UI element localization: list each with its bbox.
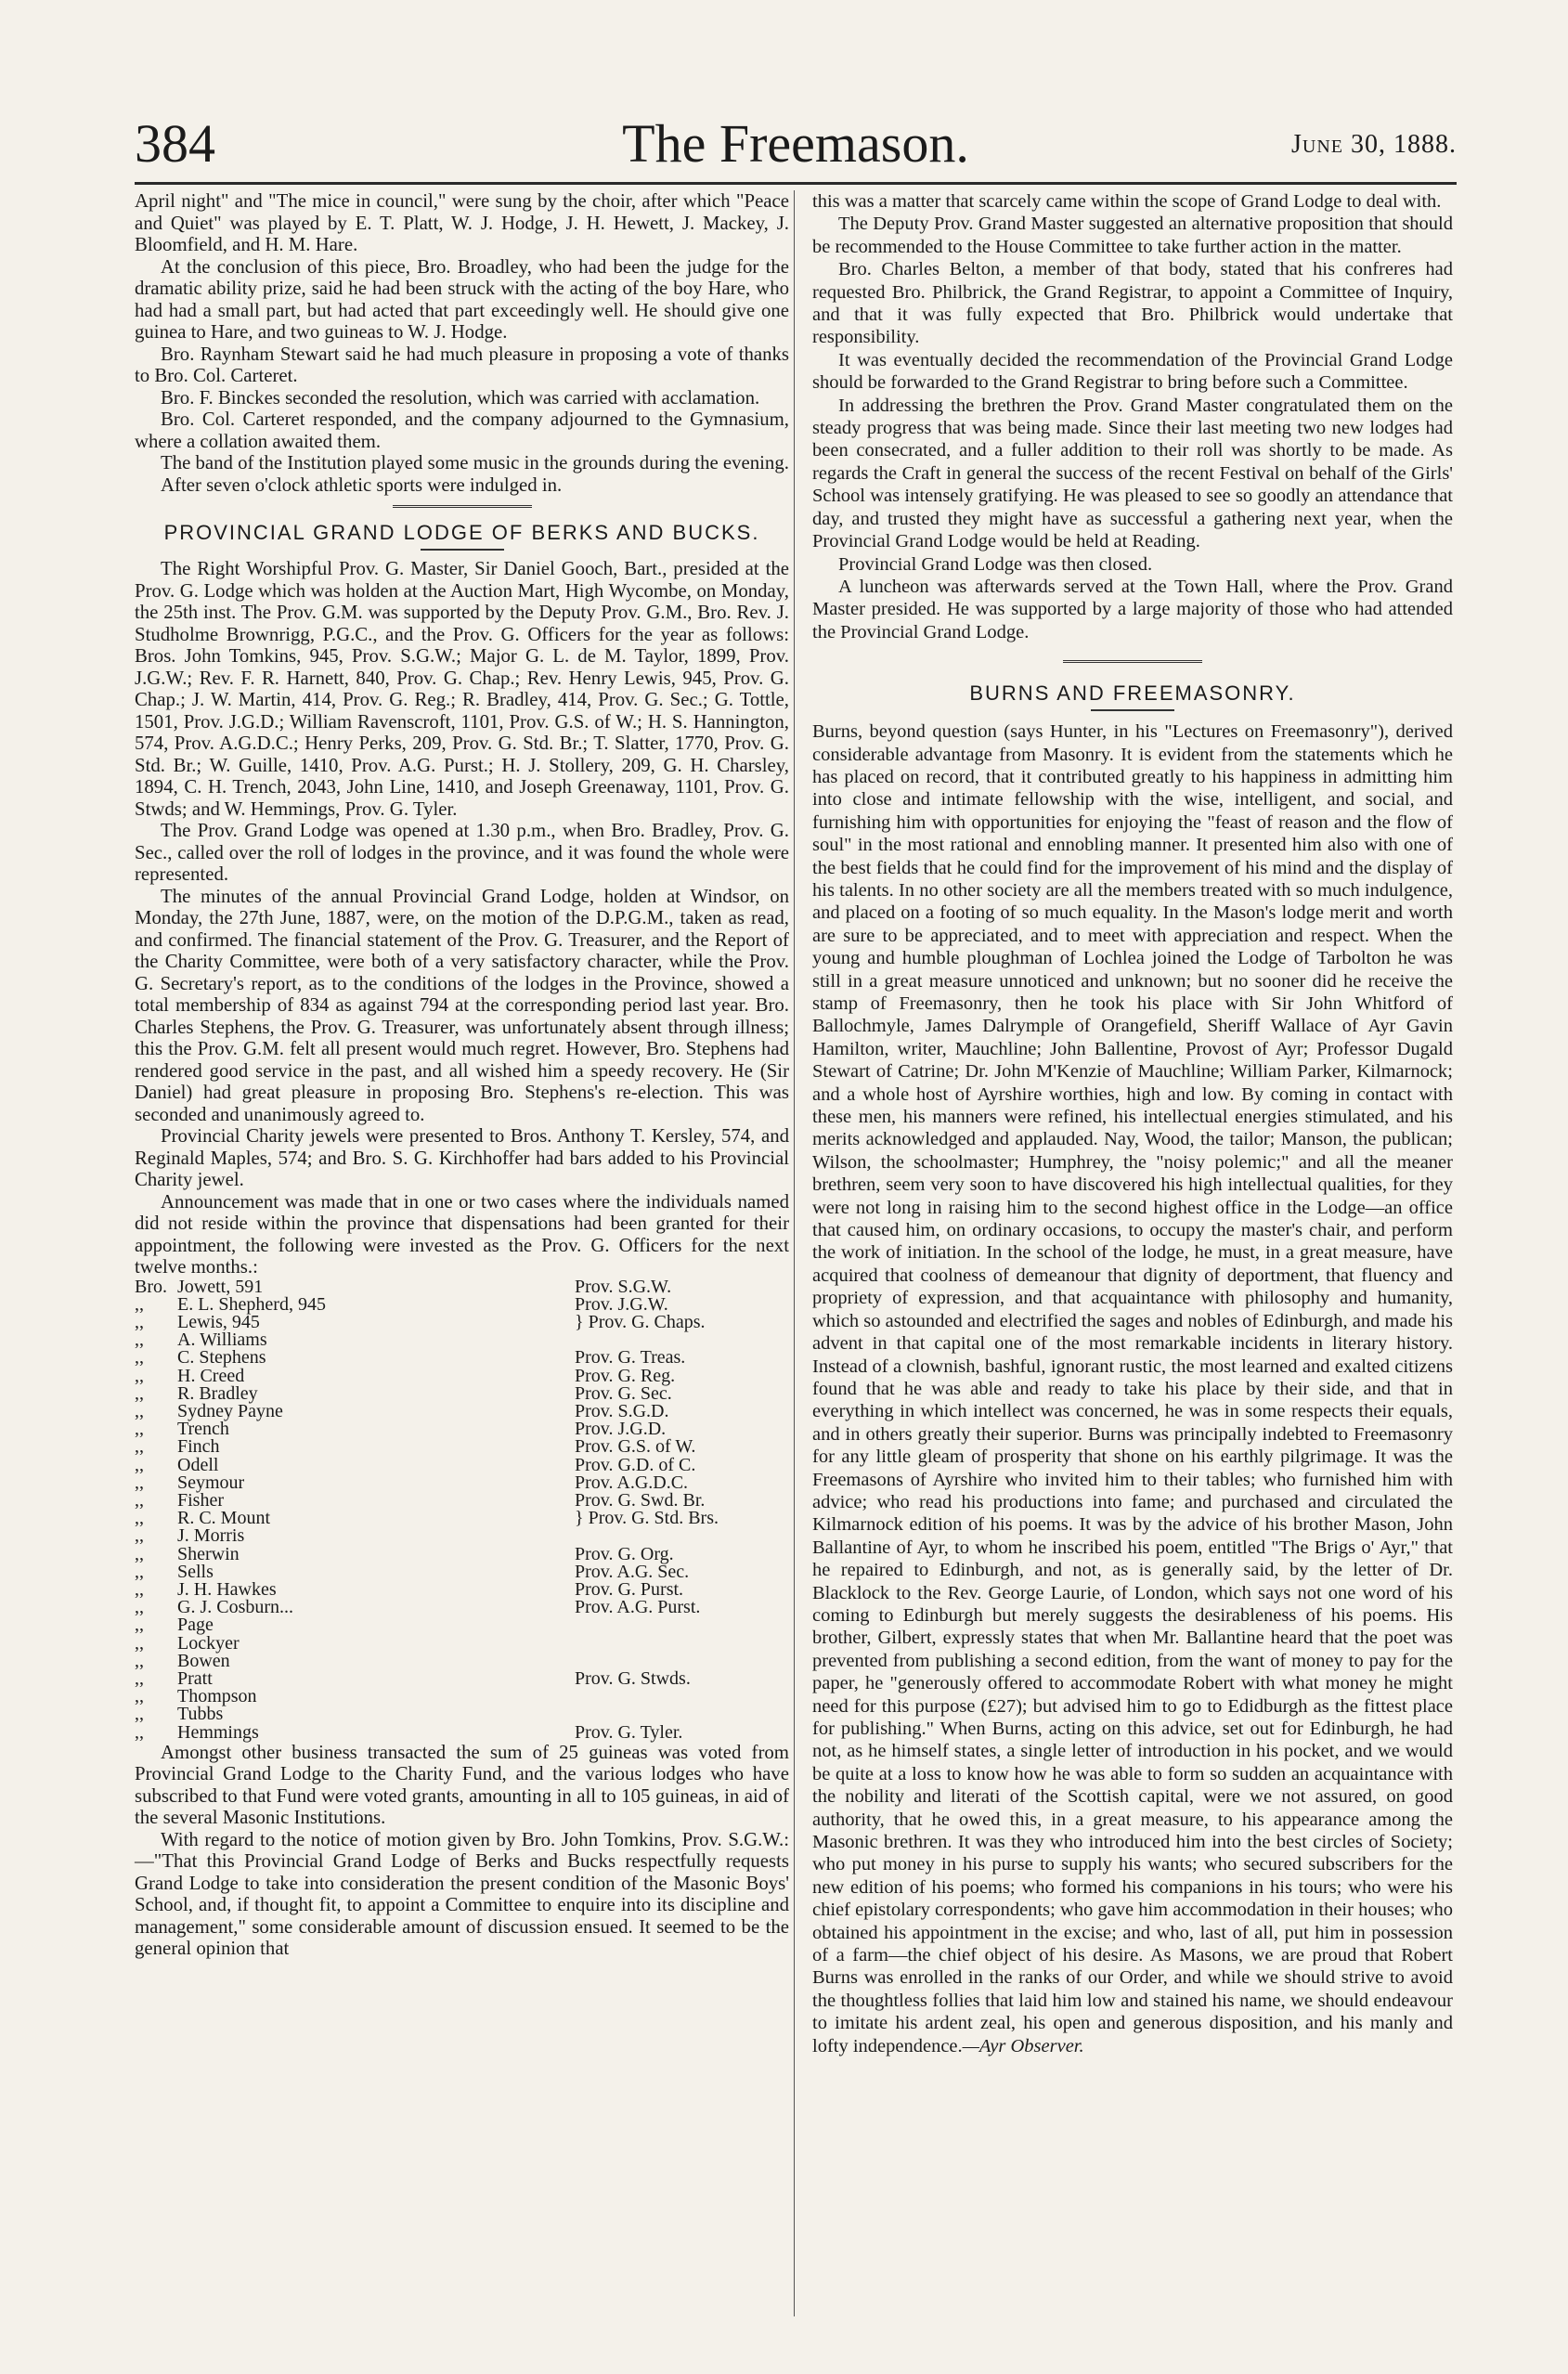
officer-prefix: ,, [135,1632,144,1654]
officer-row [135,1278,789,1296]
officer-office: Prov. G. Treas. [575,1347,686,1369]
officer-row [135,1527,789,1545]
officer-office: Prov. G. Purst. [575,1578,684,1600]
page-number: 384 [135,113,215,174]
paragraph: Bro. Col. Carteret responded, and the company adjourned to the Gymnasium, where a collation awaited them. [135,409,789,452]
officer-prefix: ,, [135,1330,144,1351]
paragraph: With regard to the notice of motion given by Bro. John Tomkins, Prov. S.G.W.:—"That this Provincial Grand Lodge of Berks and Bucks respectfully requests Grand Lodge to take into consideration the present condition of the Masonic Boys' School, and, if thought fit, to appoint a Committee to enquire into its discipline and management," some considerable amount of discussion ensued. It seemed to be the general opinion that [135,1828,789,1960]
officer-office: Prov. J.G.D. [575,1419,667,1440]
issue-date: June 30, 1888. [1291,130,1457,159]
officer-office: Prov. J.G.W. [575,1293,668,1315]
officer-prefix: ,, [135,1489,144,1511]
officer-name: Trench [177,1419,229,1440]
officer-name: E. L. Shepherd, 945 [177,1293,326,1315]
officer-row [135,1368,789,1385]
officer-name: Odell [177,1454,219,1475]
officer-prefix: ,, [135,1597,144,1618]
officer-name: J. Morris [177,1525,245,1547]
officer-office: Prov. A.G.D.C. [575,1472,689,1493]
officer-office: Prov. S.G.D. [575,1400,669,1421]
officer-name: Finch [177,1436,220,1458]
officer-office: Prov. A.G. Sec. [575,1561,690,1582]
officer-name: C. Stephens [177,1347,266,1369]
officer-prefix: ,, [135,1543,144,1564]
paragraph: Bro. Charles Belton, a member of that body, stated that his confreres had requested Bro. Philbrick, the Grand Registrar, to appoint a Committee of Inquiry, and that it was fully expected that Bro. Philbrick would undertake that responsibility. [812,259,1453,348]
officer-office: Prov. G. Swd. Br. [575,1489,706,1511]
officer-row [135,1706,789,1723]
paragraph: In addressing the brethren the Prov. Grand Master congratulated them on the steady progress that was being made. Since their last meeting two new lodges had been consecrated, and a fuller addition to their roll was shortly to be made. As regards the Craft in general the success of the recent Festival on behalf of the Girls' School was intensely gratifying. He was pleased to see so goodly an attendance that day, and trusted they might have as successful a gathering next year, when the Provincial Grand Lodge would be held at Reading. [812,395,1453,552]
officer-office: Prov. G. Reg. [575,1365,676,1386]
officer-row [135,1724,789,1742]
officer-row [135,1457,789,1474]
officer-name: Lockyer [177,1632,240,1654]
paragraph [812,721,1453,2056]
officer-office: Prov. G.D. of C. [575,1454,696,1475]
officer-prefix: ,, [135,1436,144,1458]
officer-prefix: ,, [135,1400,144,1421]
officer-name: Pratt [177,1667,213,1689]
paragraph: The band of the Institution played some music in the grounds during the evening. [161,452,789,474]
officer-prefix: ,, [135,1686,144,1707]
officer-name: Hemmings [177,1721,259,1743]
officer-name: Sydney Payne [177,1400,283,1421]
officer-row [135,1403,789,1421]
paragraph: At the conclusion of this piece, Bro. Broadley, who had been the judge for the dramatic ability prize, said he had been struck with the acting of the boy Hare, who had had a small part, but had acted that part exceedingly well. He should give one guinea to Hare, and two guineas to W. J. Hodge. [135,255,789,343]
column-divider [794,190,795,2316]
attribution: —Ayr Observer. [962,2035,1084,2056]
officer-row [135,1635,789,1653]
officer-prefix: ,, [135,1721,144,1743]
paragraph: Provincial Grand Lodge was then closed. [838,553,1153,575]
officer-row [135,1688,789,1706]
officer-prefix: ,, [135,1508,144,1529]
officer-name: Sherwin [177,1543,240,1564]
paragraph: Amongst other business transacted the sum of 25 guineas was voted from Provincial Grand Lodge to the Charity Fund, and the various lodges who have subscribed to that Fund were voted grants, amounting in all to 105 guineas, in aid of the several Masonic Institutions. [135,1741,789,1829]
officer-name: Seymour [177,1472,245,1493]
paragraph: Provincial Charity jewels were presented to Bros. Anthony T. Kersley, 574, and Reginald Maples, 574; and Bro. S. G. Kirchhoffer had bars added to his Provincial Charity jewel. [135,1125,789,1190]
section-separator [393,505,532,508]
paragraph: It was eventually decided the recommendation of the Provincial Grand Lodge should be forwarded to the Grand Registrar to bring before such a Committee. [812,349,1453,394]
officer-office: Prov. G. Stwds. [575,1667,691,1689]
officer-name: G. J. Cosburn... [177,1597,294,1618]
officer-name: Bowen [177,1650,230,1671]
masthead [135,111,1457,186]
officer-name: H. Creed [177,1365,245,1386]
officer-office [567,1635,789,1653]
left-column [135,190,789,1960]
paragraph: April night" and "The mice in council," were sung by the choir, after which "Peace and Quiet" was played by E. T. Platt, W. J. Hodge, J. H. Hewett, J. Mackey, J. Bloomfield, and H. M. Hare. [135,190,789,255]
paragraph: this was a matter that scarcely came within the scope of Grand Lodge to deal with. [812,191,1442,212]
officer-prefix: ,, [135,1419,144,1440]
section-title-burns-and-freemasonry: BURNS AND FREEMASONRY. [969,681,1296,706]
officer-name: J. H. Hawkes [177,1578,277,1600]
paragraph: Announcement was made that in one or two cases where the individuals named did not reside within the province that dispensations had been granted for their appointment, the following were invested as the Prov. G. Officers for the next twelve months.: [135,1190,789,1278]
paragraph: Bro. Raynham Stewart said he had much pleasure in proposing a vote of thanks to Bro. Col. Carteret. [135,343,789,386]
section-separator [1063,660,1202,663]
officer-prefix: ,, [135,1525,144,1547]
officer-name: R. C. Mount [177,1508,271,1529]
officer-prefix: ,, [135,1293,144,1315]
officer-office: } Prov. G. Chaps. [575,1311,706,1332]
officer-office: Prov. S.G.W. [575,1276,672,1297]
officer-name: Sells [177,1561,214,1582]
officer-name: Page [177,1615,214,1636]
officer-office: Prov. G. Sec. [575,1382,672,1404]
officer-name: Jowett, 591 [177,1276,264,1297]
officer-row [135,1349,789,1367]
paragraph: A luncheon was afterwards served at the Town Hall, where the Prov. Grand Master presided. He was supported by a large majority of those who had attended the Provincial Grand Lodge. [812,576,1453,642]
officer-prefix: ,, [135,1615,144,1636]
officer-prefix: ,, [135,1454,144,1475]
journal-title: The Freemason. [622,113,969,174]
officer-prefix: ,, [135,1382,144,1404]
officer-office [567,1688,789,1706]
officer-prefix: ,, [135,1472,144,1493]
section-title-provincial-grand-lodge: PROVINCIAL GRAND LODGE OF BERKS AND BUCKS. [163,521,760,544]
officer-name: Fisher [177,1489,224,1511]
burns-text: Burns, beyond question (says Hunter, in his "Lectures on Freemasonry"), derived considerable advantage from Masonry. It is evident from the statements which he has placed on record, that it contributed greatly to his happiness in admitting him into close and intimate fellowship with the wise, intelligent, and social, and furnishing him with opportunities for enjoying the "feast of reason and the flow of soul" in the most rational and ennobling manner. It presented him also with one of the best fields that he could find for the improvement of his mind and the display of his talents. In no other society are all the members treated with so much indulgence, and placed on a footing of so much equality. In the Mason's lodge merit and worth are sure to be appreciated, and to meet with appreciation and respect. When the young and humble ploughman of Lochlea joined the Lodge of Tarbolton he was still in a great measure unnoticed and unknown; but no sooner did he receive the stamp of Freemasonry, then he took his place with Sir John Whitford of Ballochmyle, James Dalrymple of Orangefield, Sheriff Wallace of Ayr Gavin Hamilton, writer, Mauchline; John Ballentine, Provost of Ayr; Professor Dugald Stewart of Catrine; Dr. John M'Kenzie of Mauchline; William Parker, Kilmarnock; and a whole host of Ayrshire worthies, high and low. By coming in contact with these men, his manners were refined, his intellectual energies stimulated, and his merits acknowledged and applauded. Nay, Wood, the tailor; Manson, the publican; Wilson, the schoolmaster; Humphrey, the "noisy polemic;" and all the meaner brethren, seem very soon to have discovered his high intellectual qualities, for they were not long in raising him to the second highest office in the Lodge—an office that caused him, on ordinary occasions, to occupy the master's chair, and perform the work of initiation. In the school of the lodge, he must, in a great measure, have acquired that coolness of demeanour that dignity of deportment, that fluency and propriety of expression, and that acquaintance with philosophy and humanity, which so astounded and electrified the sages and nobles of Edinburgh, and made his advent in that capital one of the most remarkable incidents in literary history. Instead of a clownish, bashful, ignorant rustic, the most learned and exalted citizens found that he was able and ready to take his place by their side, and that in everything in which intellect was concerned, he was in some respects their equals, and in others greatly their superior. Burns was principally indebted to Freemasonry for any little gleam of prosperity that shone on his earthly pilgrimage. It was the Freemasons of Ayrshire who invited him to their tables; who furnished him with advice; who read his productions into fame; and purchased and circulated the Kilmarnock edition of his poems. It was by the advice of his brother Mason, John Ballantine of Ayr, to whom he inscribed his poem, entitled "The Brigs o' Ayr," that he repaired to Edinburgh, and not, as is generally said, by the letter of Dr. Blacklock to the Rev. George Laurie, of London, which says not one word of his coming to Edinburgh but merely suggests the desirableness of his poems. His brother, Gilbert, expressly states that when Mr. Ballantine heard that the poet was prevented from publishing a second edition, from the want of money to pay for the paper, he "generously offered to accommodate Robert with what money he might need for this purpose (£27); but advised him to go to Edidburgh as the fittest place for publishing." When Burns, acting on this advice, set out for Edinburgh, he had not, as he himself states, a single letter of introduction in his pocket, and we would be quite at a loss to know how he was able to form so sudden an acquaintance with the nobility and literati of the Scottish capital, were we not assured, on good authority, that he owed this, in a great measure, to his appearance among the Masonic brethren. It was they who introduced him into the best circles of Society; who put money in his purse to supply his wants; who secured subscribers for the new edition of his poems; who formed his companions in his tours; who were his chief epistolary correspondents; who gave him accommodation in their houses; who obtained his appointment in the excise; and who, last of all, put him in possession of a farm—the chief object of his desire. As Masons, we are proud that Robert Burns was enrolled in the ranks of our Order, and while we should strive to avoid the thoughtless follies that laid him low and stained his name, we should endeavour to imitate his ardent zeal, his open and generous disposition, and his manly and lofty independence. [812,721,1453,2056]
officer-prefix: ,, [135,1704,144,1725]
officer-name: R. Bradley [177,1382,258,1404]
officer-prefix: ,, [135,1578,144,1600]
officer-office: Prov. G.S. of W. [575,1436,696,1458]
officer-row [135,1616,789,1634]
officer-name: Thompson [177,1686,257,1707]
officer-prefix: ,, [135,1650,144,1671]
officer-row [135,1546,789,1563]
officer-prefix: ,, [135,1347,144,1369]
officer-row [135,1653,789,1670]
paragraph: The Deputy Prov. Grand Master suggested an alternative proposition that should be recommended to the House Committee to take further action in the matter. [812,214,1453,257]
paragraph: The Prov. Grand Lodge was opened at 1.30 p.m., when Bro. Bradley, Prov. G. Sec., called over the roll of lodges in the province, and it was found the whole were represented. [135,820,789,885]
officer-office: Prov. G. Tyler. [575,1721,683,1743]
right-column [812,190,1453,2057]
officer-name: Tubbs [177,1704,224,1725]
officer-office [567,1706,789,1723]
paragraph: The minutes of the annual Provincial Grand Lodge, holden at Windsor, on Monday, the 27th June, 1887, were, on the motion of the D.P.G.M., taken as read, and confirmed. The financial statement of the Prov. G. Treasurer, and the Report of the Charity Committee, were both of a very satisfactory character, while the Prov. G. Secretary's report, as to the conditions of the lodges in the Province, showed a total membership of 834 as against 794 at the corresponding period last year. Bro. Charles Stephens, the Prov. G. Treasurer, was unfortunately absent through illness; this the Prov. G.M. felt all present would much regret. However, Bro. Stephens had rendered good service in the past, and all wished him a speedy recovery. He (Sir Daniel) had great pleasure in proposing Bro. Stephens's re-election. This was seconded and unanimously agreed to. [135,885,789,1125]
officer-row [135,1599,789,1616]
paragraph: Bro. F. Binckes seconded the resolution, which was carried with acclamation. [161,386,760,409]
paragraph: After seven o'clock athletic sports were indulged in. [161,474,563,496]
officer-prefix: ,, [135,1311,144,1332]
officer-prefix: Bro. [135,1276,167,1297]
officer-prefix: ,, [135,1561,144,1582]
paragraph: The Right Worshipful Prov. G. Master, Sir Daniel Gooch, Bart., presided at the Prov. G. Lodge which was holden at the Auction Mart, High Wycombe, on Monday, the 25th inst. The Prov. G.M. was supported by the Deputy Prov. G.M., Bro. Rev. J. Studholme Brownrigg, P.G.C., and the Prov. G. Officers for the year as follows: Bros. John Tomkins, 945, Prov. S.G.W.; Major G. L. de M. Taylor, 1899, Prov. J.G.W.; Rev. F. R. Harnett, 840, Prov. G. Chap.; Rev. Henry Lewis, 945, Prov. G. Chap.; J. W. Martin, 414, Prov. G. Reg.; R. Bradley, 414, Prov. G. Sec.; G. Tottle, 1501, Prov. J.G.D.; William Ravenscroft, 1101, Prov. G.S. of W.; H. S. Hannington, 574, Prov. A.G.D.C.; Henry Perks, 209, Prov. G. Std. Br.; T. Slatter, 1770, Prov. G. Std. Br.; W. Guille, 1410, Prov. A.G. Purst.; H. J. Stollery, 209, G. H. Charsley, 1894, C. H. Trench, 2043, John Line, 1410, and Joseph Greenaway, 1101, Prov. G. Stwds; and W. Hemmings, Prov. G. Tyler. [135,558,789,820]
officer-list [135,1278,789,1742]
officer-row [135,1438,789,1456]
officer-office [567,1616,789,1634]
officer-name: A. Williams [177,1330,267,1351]
officer-name: Lewis, 945 [177,1311,260,1332]
officer-prefix: ,, [135,1365,144,1386]
officer-office: } Prov. G. Std. Brs. [575,1508,719,1529]
header-rule [135,182,1457,185]
officer-prefix: ,, [135,1667,144,1689]
officer-office: Prov. G. Org. [575,1543,674,1564]
officer-office [567,1527,789,1545]
officer-office: Prov. A.G. Purst. [575,1597,701,1618]
